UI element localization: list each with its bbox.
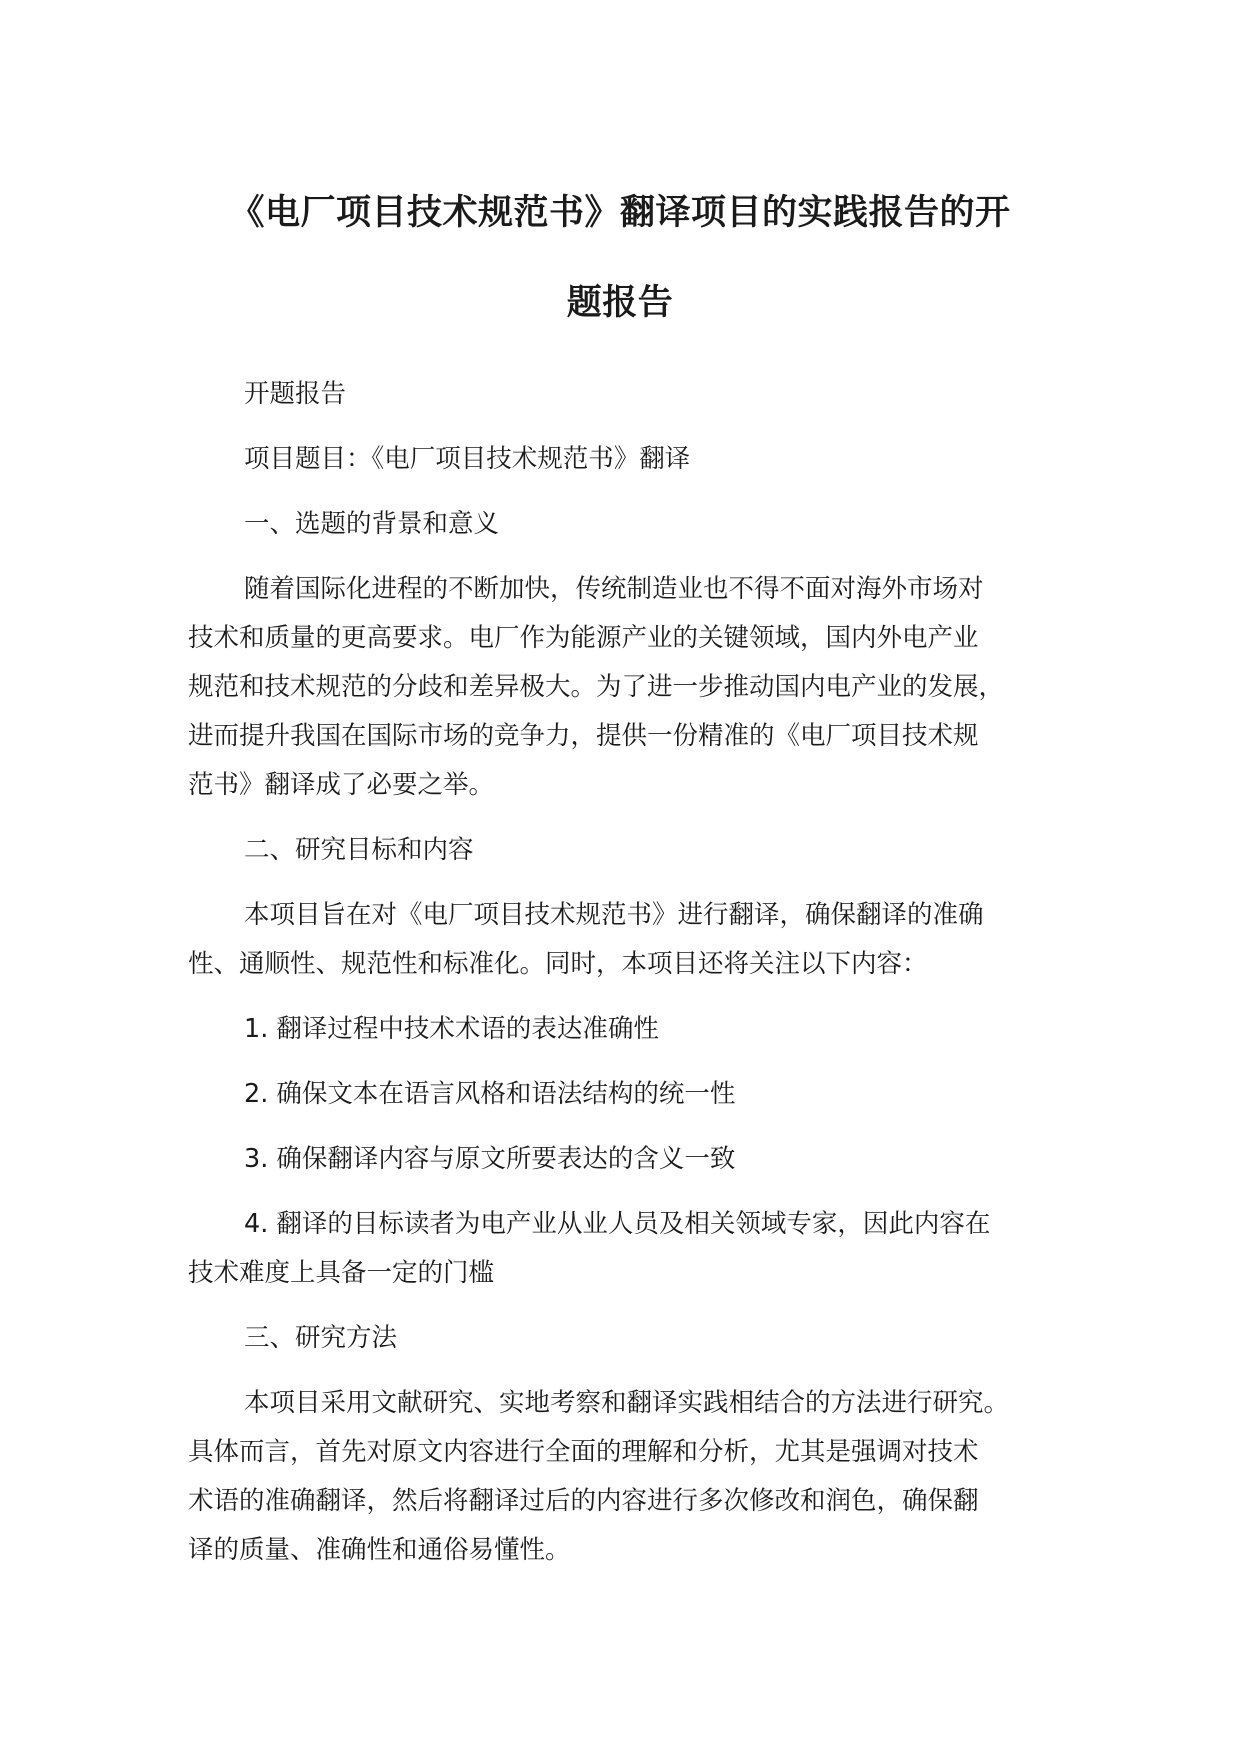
section-heading-methods: 三、研究方法: [244, 1323, 398, 1353]
section-heading-background: 一、选题的背景和意义: [244, 509, 500, 539]
paragraph-background: [188, 565, 1088, 810]
list-item-3: 3. 确保翻译内容与原文所要表达的含义一致: [244, 1144, 736, 1174]
paragraph-line: 技术和质量的更高要求。电厂作为能源产业的关键领域，国内外电产业: [188, 623, 979, 653]
paragraph-methods: [188, 1379, 1088, 1575]
paragraph-goals: [188, 891, 1088, 989]
list-item-1: 1. 翻译过程中技术术语的表达准确性: [244, 1014, 659, 1044]
paragraph-line: 进而提升我国在国际市场的竞争力，提供一份精准的《电厂项目技术规: [188, 721, 979, 751]
document-body: [188, 370, 1088, 1591]
project-title-line: 项目题目：《电厂项目技术规范书》翻译: [244, 444, 691, 474]
title-line-2: 题报告: [566, 283, 674, 323]
title-line-1: 《电厂项目技术规范书》翻译项目的实践报告的开: [229, 193, 1011, 233]
paragraph-line: 技术难度上具备一定的门槛: [188, 1258, 495, 1288]
paragraph-line: 随着国际化进程的不断加快，传统制造业也不得不面对海外市场对: [244, 574, 984, 604]
paragraph-line: 4. 翻译的目标读者为电产业从业人员及相关领域专家，因此内容在: [244, 1209, 991, 1239]
paragraph-line: 范书》翻译成了必要之举。: [188, 770, 495, 800]
list-item-2: 2. 确保文本在语言风格和语法结构的统一性: [244, 1079, 736, 1109]
paragraph-line: 译的质量、准确性和通俗易懂性。: [188, 1535, 571, 1565]
document-title: [150, 168, 1090, 348]
paragraph-line: 本项目采用文献研究、实地考察和翻译实践相结合的方法进行研究。: [244, 1388, 1010, 1418]
section-heading-goals: 二、研究目标和内容: [244, 835, 474, 865]
paragraph-line: 规范和技术规范的分歧和差异极大。为了进一步推动国内电产业的发展，: [188, 672, 1005, 702]
report-label: 开题报告: [244, 379, 347, 409]
paragraph-line: 术语的准确翻译，然后将翻译过后的内容进行多次修改和润色，确保翻: [188, 1486, 979, 1516]
list-item-4: [188, 1200, 1088, 1298]
paragraph-line: 具体而言，首先对原文内容进行全面的理解和分析，尤其是强调对技术: [188, 1437, 979, 1467]
paragraph-line: 性、通顺性、规范性和标准化。同时，本项目还将关注以下内容：: [188, 949, 928, 979]
paragraph-line: 本项目旨在对《电厂项目技术规范书》进行翻译，确保翻译的准确: [244, 900, 984, 930]
